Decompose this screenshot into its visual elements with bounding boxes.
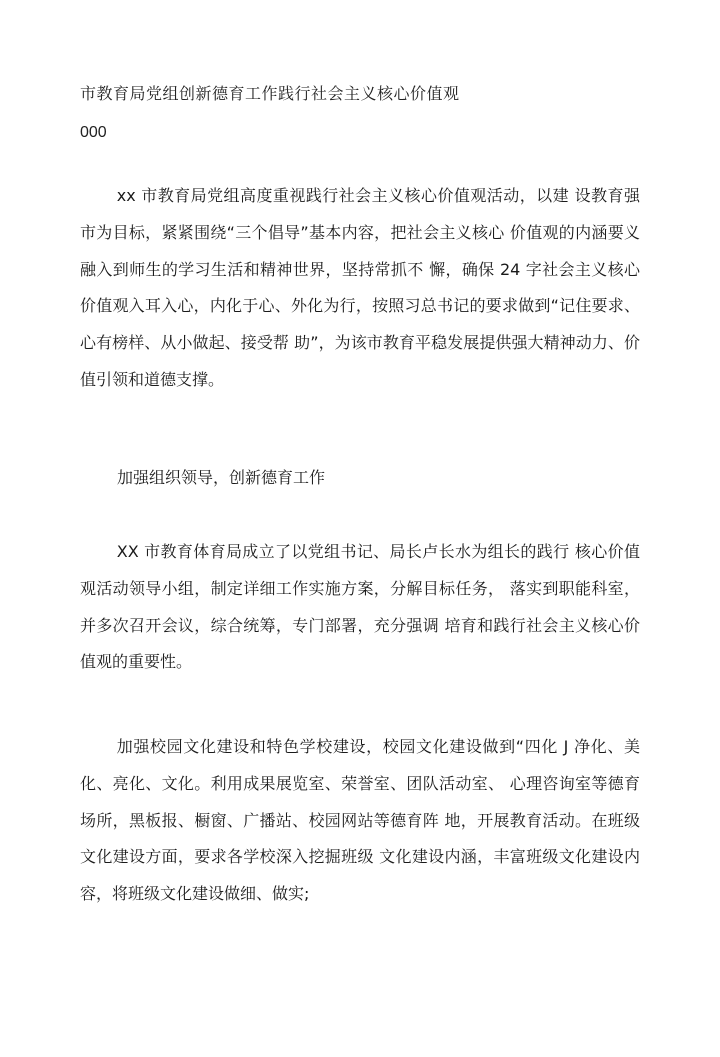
organization-paragraph: XX 市教育体育局成立了以党组书记、局长卢长水为组长的践行 核心价值观活动领导小组，制定详细工作实施方案，分解目标任务， 落实到职能科室，并多次召开会议，综合统筹，专门部署，充分强调 培育和践行社会主义核心价值观的重要性。 [80,542,640,672]
campus-culture-paragraph: 加强校园文化建设和特色学校建设，校园文化建设做到“四化 J 净化、美化、亮化、文化。利用成果展览室、荣誉室、团队活动室、 心理咨询室等德育场所，黑板报、橱窗、广播站、校园网站等德育阵 地，开展教育活动。在班级文化建设方面，要求各学校深入挖掘班级 文化建设内涵，丰富班级文化建设内容，将班级文化建设做细、做实; [80,737,640,904]
section-heading: 加强组织领导，创新德育工作 [117,468,326,487]
intro-paragraph: xx 市教育局党组高度重视践行社会主义核心价值观活动，以建 设教育强市为目标，紧紧围绕“三个倡导”基本内容，把社会主义核心 价值观的内涵要义融入到师生的学习生活和精神世界，坚持常抓不 懈，确保 24 字社会主义核心价值观入耳入心，内化于心、外化为行，按照习总书记的要求做到“记住要求、心有榜样、从小做起、接受帮 助”，为该市教育平稳发展提供强大精神动力、价值引领和道德支撑。 [80,186,640,389]
document-title: 市教育局党组创新德育工作践行社会主义核心价值观 [80,84,460,103]
document-code: 000 [80,124,107,141]
